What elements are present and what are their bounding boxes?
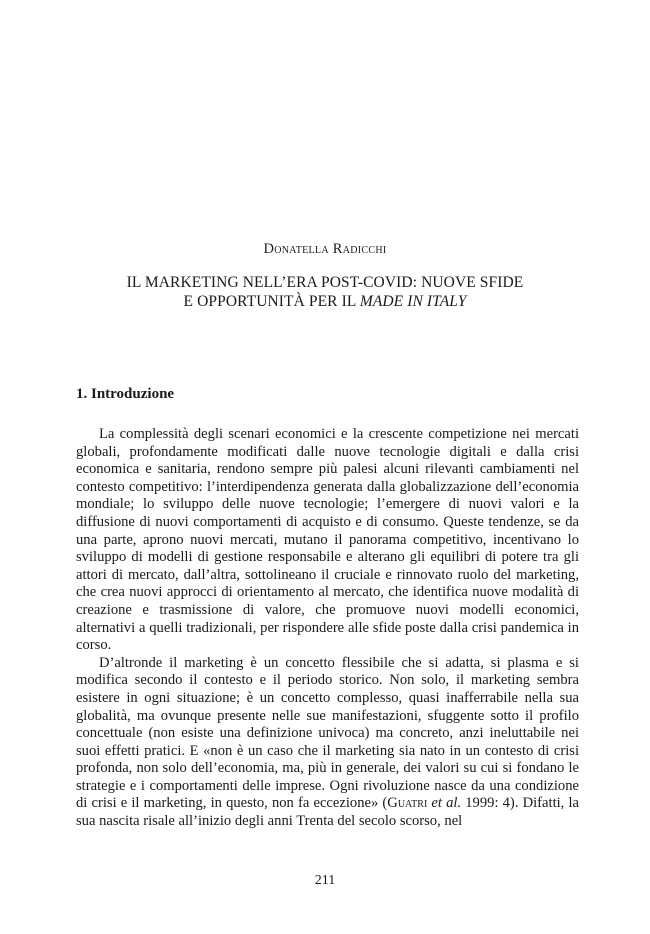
paragraph-2 bbox=[76, 655, 579, 831]
section-heading: 1. Introduzione bbox=[76, 386, 175, 402]
chapter-title-line-2-italic: MADE IN ITALY bbox=[359, 293, 467, 310]
paragraph-2-text-after-citation: 1999: 4). Difatti, la sua nascita risale all’inizio degli anni Trenta del secolo scorso, nel bbox=[76, 795, 579, 830]
paragraph-2-text-before-citation: D’altronde il marketing è un concetto flessibile che si adatta, si plasma e si modifica secondo il contesto e il periodo storico. Non solo, il marketing sembra esistere in ogni situazione; è un concetto complesso, quasi inafferrabile nella sua globalità, ma ovunque presente nelle sue manifestazioni, sfuggente sotto il profilo concettuale (non esiste una definizione univoca) ma concreto, anzi ineluttabile nei suoi effetti pratici. E «non è un caso che il marketing sia nato in un contesto di crisi profonda, non solo dell’economia, ma, più in generale, dei valori su cui si fondano le strategie e i comportamenti delle imprese. Ogni rivoluzione nasce da una condizione di crisi e il marketing, in questo, non fa eccezione» ( bbox=[76, 654, 579, 812]
chapter-title bbox=[90, 273, 560, 311]
chapter-title-line-2-prefix: E OPPORTUNITÀ PER IL bbox=[183, 293, 360, 310]
page-number: 211 bbox=[314, 873, 336, 888]
paragraph-1: La complessità degli scenari economici e la crescente competizione nei mercati globali, profondamente modificati dalle nuove tecnologie digitali e dalla crisi economica e sanitaria, rendono sempre più palesi alcuni rilevanti cambiamenti nel contesto competitivo: l’interdipendenza generata dalla globalizzazione dell’economia mondiale; lo sviluppo delle nuove tecnologie; l’emergere di nuovi valori e la diffusione di nuovi comportamenti di acquisto e di consumo. Queste tendenze, se da una parte, aprono nuovi mercati, mutano il panorama competitivo, incentivano lo sviluppo di modelli di gestione responsabile e alterano gli equilibri di potere tra gli attori di mercato, dall’altra, sottolineano il cruciale e rinnovato ruolo del marketing, che crea nuovi approcci di orientamento al mercato, che identifica nuove modalità di creazione e trasmissione di valore, che promuove nuovi modelli economici, alternativi a quelli tradizionali, per rispondere alle sfide poste dalla crisi pandemica in corso. bbox=[76, 426, 579, 654]
citation-author: Guatri bbox=[387, 795, 428, 812]
citation-et-al: et al. bbox=[431, 795, 462, 812]
author-name: Donatella Radicchi bbox=[263, 241, 387, 257]
chapter-title-line-1: IL MARKETING NELL’ERA POST-COVID: NUOVE SFIDE bbox=[126, 274, 524, 291]
body-text bbox=[76, 426, 579, 831]
